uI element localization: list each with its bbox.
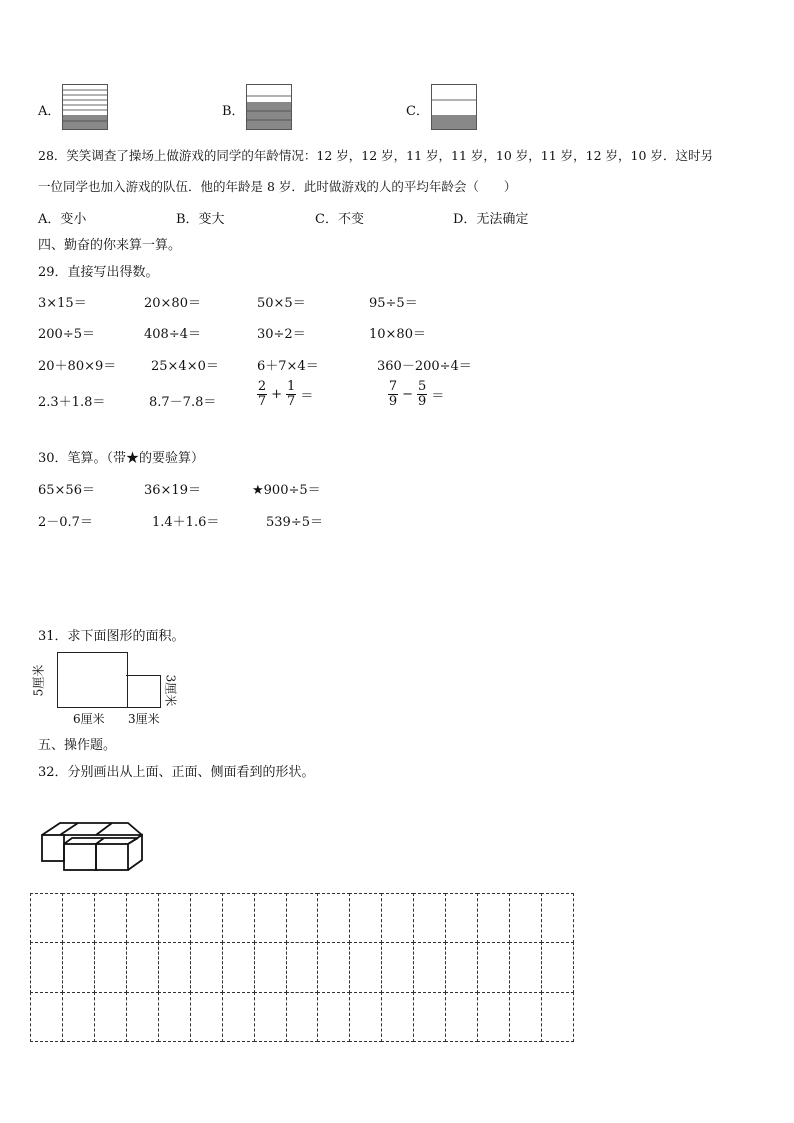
q29-item: 360－200÷4＝ [377, 359, 472, 374]
q32-title: 32．分别画出从上面、正面、侧面看到的形状。 [38, 765, 315, 780]
q30-item: 36×19＝ [144, 483, 201, 498]
equals: ＝ [431, 389, 445, 404]
grid-cell[interactable] [317, 992, 350, 1042]
grid-cell[interactable] [62, 942, 95, 992]
option-c-lines [432, 85, 476, 129]
grid-cell[interactable] [222, 893, 255, 943]
q28-line1: 28．笑笑调查了操场上做游戏的同学的年龄情况：12 岁，12 岁，11 岁，11 岁，10 岁，11 岁，12 岁，10 岁．这时另 [38, 148, 713, 163]
q31-label-5cm: 5厘米 [31, 664, 46, 697]
grid-cell[interactable] [158, 893, 191, 943]
grid-cell[interactable] [126, 992, 159, 1042]
fraction [286, 380, 296, 409]
q30-item: 539÷5＝ [266, 515, 323, 530]
grid-cell[interactable] [30, 893, 63, 943]
option-b-figure [246, 84, 292, 130]
q28-line2: 一位同学也加入游戏的队伍．他的年龄是 8 岁．此时做游戏的人的平均年龄会（ ） [38, 179, 517, 194]
q29-item: 20×80＝ [144, 296, 201, 311]
grid-cell[interactable] [158, 992, 191, 1042]
option-a-label: A． [38, 104, 61, 119]
grid-cell[interactable] [190, 942, 223, 992]
q29-title: 29．直接写出得数。 [38, 265, 159, 280]
grid-cell[interactable] [286, 893, 319, 943]
operator: − [402, 387, 414, 402]
grid-cell[interactable] [509, 893, 542, 943]
q31-title: 31．求下面图形的面积。 [38, 629, 185, 644]
denominator: 9 [418, 394, 427, 409]
grid-cell[interactable] [477, 893, 510, 943]
q29-item: 30÷2＝ [257, 327, 306, 342]
grid-cell[interactable] [445, 893, 478, 943]
q29-item: 2.3＋1.8＝ [38, 395, 106, 410]
grid-cell[interactable] [190, 992, 223, 1042]
q31-label-3cm-bottom: 3厘米 [128, 712, 160, 726]
grid-cell[interactable] [413, 942, 446, 992]
q30-item: 2－0.7＝ [38, 515, 93, 530]
q29-item: 408÷4＝ [144, 327, 201, 342]
q29-item: 20＋80×9＝ [38, 359, 117, 374]
numerator: 1 [287, 379, 296, 394]
grid-cell[interactable] [477, 992, 510, 1042]
grid-cell[interactable] [30, 942, 63, 992]
grid-cell[interactable] [381, 942, 414, 992]
denominator: 7 [257, 394, 267, 409]
grid-cell[interactable] [509, 992, 542, 1042]
grid-cell[interactable] [381, 893, 414, 943]
q32-cube-figure [38, 818, 146, 876]
grid-cell[interactable] [30, 992, 63, 1042]
option-c-label: C． [406, 104, 429, 119]
option-c-figure [431, 84, 477, 130]
grid-cell[interactable] [477, 942, 510, 992]
grid-cell[interactable] [541, 992, 574, 1042]
grid-cell[interactable] [190, 893, 223, 943]
q30-title: 30．笔算。（带★的要验算） [38, 451, 205, 466]
q28-option-b: B．变大 [176, 212, 225, 227]
denominator: 7 [287, 394, 296, 409]
q29-item: 95÷5＝ [369, 296, 418, 311]
grid-cell[interactable] [126, 893, 159, 943]
fraction [388, 380, 398, 409]
grid-cell[interactable] [62, 893, 95, 943]
grid-cell[interactable] [413, 992, 446, 1042]
grid-cell[interactable] [158, 942, 191, 992]
q31-label-3cm-side: 3厘米 [163, 674, 178, 707]
grid-cell[interactable] [413, 893, 446, 943]
section-5-heading: 五、操作题。 [38, 738, 117, 753]
option-a-figure [62, 84, 108, 130]
option-b-label: B． [222, 104, 245, 119]
q29-item: 200÷5＝ [38, 327, 95, 342]
q31-small-square [126, 675, 161, 708]
grid-cell[interactable] [62, 992, 95, 1042]
grid-cell[interactable] [381, 992, 414, 1042]
q29-item: 6＋7×4＝ [257, 359, 319, 374]
grid-cell[interactable] [94, 992, 127, 1042]
grid-cell[interactable] [222, 942, 255, 992]
grid-cell[interactable] [317, 942, 350, 992]
section-4-heading: 四、勤奋的你来算一算。 [38, 238, 182, 253]
q29-item: 3×15＝ [38, 296, 87, 311]
grid-cell[interactable] [349, 992, 382, 1042]
grid-cell[interactable] [254, 893, 287, 943]
numerator: 7 [388, 379, 398, 394]
q29-fraction-expression-2 [388, 380, 444, 409]
numerator: 5 [418, 379, 427, 394]
option-b-lines [247, 85, 291, 129]
equals: ＝ [300, 389, 314, 404]
q29-item: 10×80＝ [369, 327, 426, 342]
denominator: 9 [388, 394, 398, 409]
q29-fraction-expression-1 [257, 380, 313, 409]
grid-cell[interactable] [349, 942, 382, 992]
grid-cell[interactable] [254, 942, 287, 992]
option-a-lines [63, 85, 107, 129]
grid-cell[interactable] [541, 893, 574, 943]
grid-cell[interactable] [286, 942, 319, 992]
q28-option-d: D．无法确定 [453, 212, 529, 227]
fraction [257, 380, 267, 409]
q29-item: 50×5＝ [257, 296, 306, 311]
q31-big-rectangle [57, 652, 128, 708]
grid-cell[interactable] [445, 942, 478, 992]
grid-cell[interactable] [349, 893, 382, 943]
numerator: 2 [257, 379, 267, 394]
q30-item: ★900÷5＝ [252, 483, 321, 498]
grid-cell[interactable] [94, 942, 127, 992]
q28-option-a: A．变小 [38, 212, 87, 227]
grid-cell[interactable] [317, 893, 350, 943]
grid-cell[interactable] [222, 992, 255, 1042]
q28-option-c: C．不变 [315, 212, 364, 227]
grid-cell[interactable] [445, 992, 478, 1042]
q29-item: 8.7－7.8＝ [149, 395, 217, 410]
fraction [417, 380, 427, 409]
operator: + [271, 387, 283, 402]
q30-item: 65×56＝ [38, 483, 95, 498]
q30-item: 1.4＋1.6＝ [152, 515, 220, 530]
grid-cell[interactable] [286, 992, 319, 1042]
grid-cell[interactable] [509, 942, 542, 992]
grid-cell[interactable] [126, 942, 159, 992]
q31-label-6cm: 6厘米 [73, 712, 105, 726]
q29-item: 25×4×0＝ [151, 359, 219, 374]
grid-cell[interactable] [541, 942, 574, 992]
grid-cell[interactable] [254, 992, 287, 1042]
grid-cell[interactable] [94, 893, 127, 943]
q32-drawing-grid[interactable] [30, 893, 573, 1041]
